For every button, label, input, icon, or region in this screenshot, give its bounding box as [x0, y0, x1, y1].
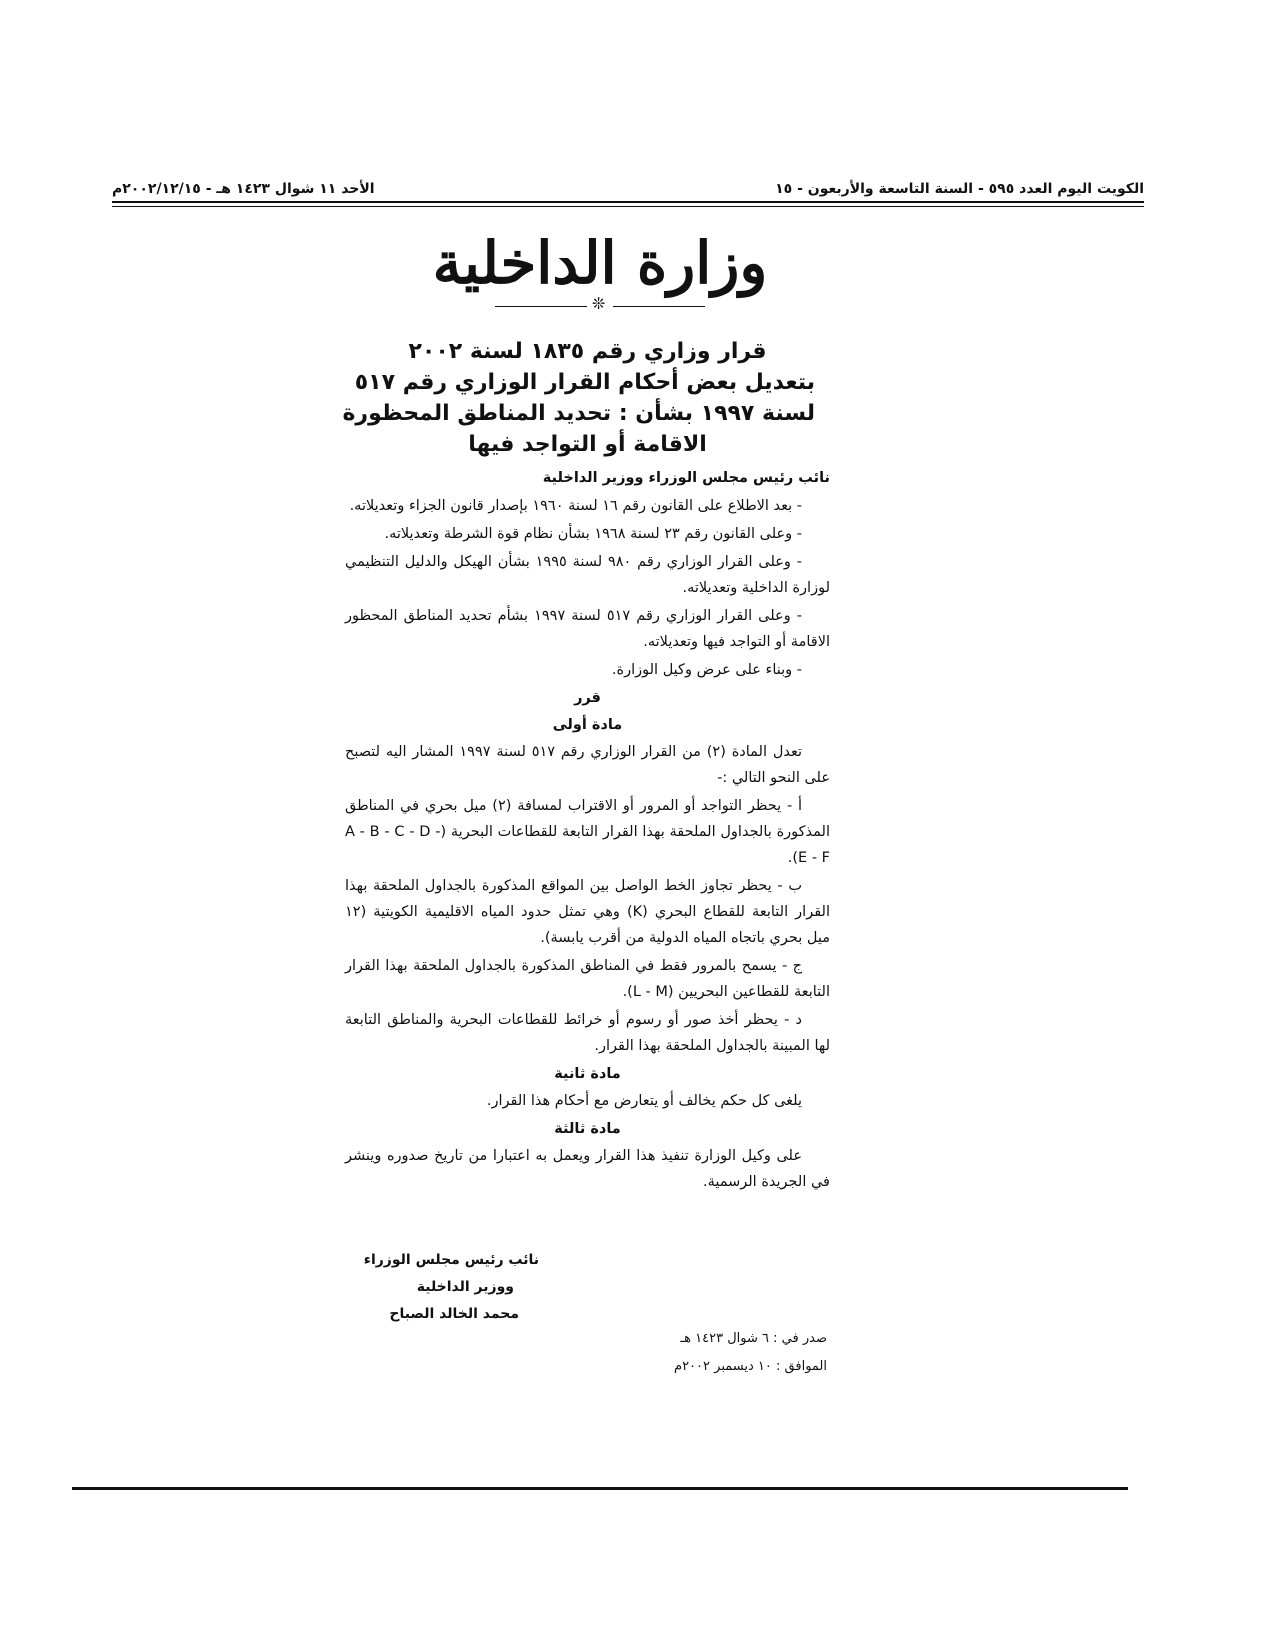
- footer-divider: [72, 1487, 1128, 1490]
- signatory-name: محمد الخالد الصباح: [389, 1306, 519, 1322]
- title-line: لسنة ١٩٩٧ بشأن : تحديد المناطق المحظورة: [342, 401, 815, 426]
- corresponding-date: الموافق : ١٠ ديسمبر ٢٠٠٢م: [674, 1359, 827, 1374]
- decided-heading: قرر: [574, 690, 601, 706]
- article-item: ج - يسمح بالمرور فقط في المناطق المذكورة بالجداول الملحقة بهذا القرار التابعة للقطاعين البحريين (L - M).: [345, 958, 830, 1000]
- ornament-line-left: [495, 306, 587, 307]
- issue-dates: [627, 1325, 827, 1381]
- ornament-line-right: [613, 306, 705, 307]
- issuer-line: نائب رئيس مجلس الوزراء ووزير الداخلية: [542, 470, 830, 486]
- article-item: أ - يحظر التواجد أو المرور أو الاقتراب لمسافة (٢) ميل بحري في المناطق المذكورة بالجداول الملحقة بهذا القرار التابعة للقطاعات البحرية (A - B - C - D - E - F).: [345, 798, 830, 866]
- signature-title: نائب رئيس مجلس الوزراء: [363, 1252, 539, 1268]
- article-paragraph: على وكيل الوزارة تنفيذ هذا القرار ويعمل به اعتبارا من تاريخ صدوره وينشر في الجريدة الرسمية.: [345, 1148, 830, 1190]
- article-paragraph: تعدل المادة (٢) من القرار الوزاري رقم ٥١٧ لسنة ١٩٩٧ المشار اليه لتصبح على النحو التالي :-: [345, 744, 830, 786]
- article-item: د - يحظر أخذ صور أو رسوم أو خرائط للقطاعات البحرية والمناطق التابعة لها المبينة بالجداول الملحقة بهذا القرار.: [345, 1012, 830, 1054]
- preamble-paragraph: - وعلى القرار الوزاري رقم ٥١٧ لسنة ١٩٩٧ بشأم تحديد المناطق المحظور الاقامة أو التواجد فيها وتعديلاته.: [345, 608, 830, 650]
- article-item: ب - يحظر تجاوز الخط الواصل بين المواقع المذكورة بالجداول الملحقة بهذا القرار التابعة للقطاع البحري (K) وهي تمثل حدود المياه الاقليمية الكويتية (١٢ ميل بحري باتجاه المياه الدولية من أقرب يابسة).: [345, 878, 830, 946]
- decree-title: [342, 336, 815, 460]
- title-line: قرار وزاري رقم ١٨٣٥ لسنة ٢٠٠٢: [408, 339, 767, 364]
- ministry-heading: وزارة الداخلية: [432, 229, 768, 297]
- title-line: بتعديل بعض أحكام القرار الوزاري رقم ٥١٧: [354, 370, 815, 395]
- ornament-divider: [495, 294, 705, 314]
- issued-date: صدر في : ٦ شوال ١٤٢٣ هـ: [680, 1331, 827, 1346]
- preamble-paragraph: - بعد الاطلاع على القانون رقم ١٦ لسنة ١٩٦٠ بإصدار قانون الجزاء وتعديلاته.: [349, 498, 802, 514]
- preamble-paragraph: - وعلى القانون رقم ٢٣ لسنة ١٩٦٨ بشأن نظام قوة الشرطة وتعديلاته.: [384, 526, 802, 542]
- header-date: الأحد ١١ شوال ١٤٢٣ هـ - ٢٠٠٢/١٢/١٥م: [112, 181, 375, 197]
- asterisk-icon: ❊: [592, 294, 606, 313]
- preamble-paragraph: - وبناء على عرض وكيل الوزارة.: [611, 662, 802, 678]
- article-paragraph: يلغى كل حكم يخالف أو يتعارض مع أحكام هذا القرار.: [486, 1093, 802, 1109]
- header-divider-thin: [112, 206, 1144, 207]
- preamble-paragraph: - وعلى القرار الوزاري رقم ٩٨٠ لسنة ١٩٩٥ بشأن الهيكل والدليل التنظيمي لوزارة الداخلية وتعديلاته.: [345, 554, 830, 596]
- signature-title: ووزير الداخلية: [416, 1279, 514, 1295]
- gazette-header: [112, 181, 1144, 197]
- header-issue-info: الكويت اليوم العدد ٥٩٥ - السنة التاسعة والأربعون - ١٥: [775, 181, 1144, 197]
- article-heading: مادة ثالثة: [554, 1121, 621, 1137]
- header-divider: [112, 201, 1144, 203]
- title-line: الاقامة أو التواجد فيها: [468, 432, 707, 457]
- decree-body: [345, 465, 830, 1197]
- article-heading: مادة أولى: [552, 717, 623, 733]
- article-heading: مادة ثانية: [554, 1066, 621, 1082]
- signature-block: [339, 1247, 539, 1328]
